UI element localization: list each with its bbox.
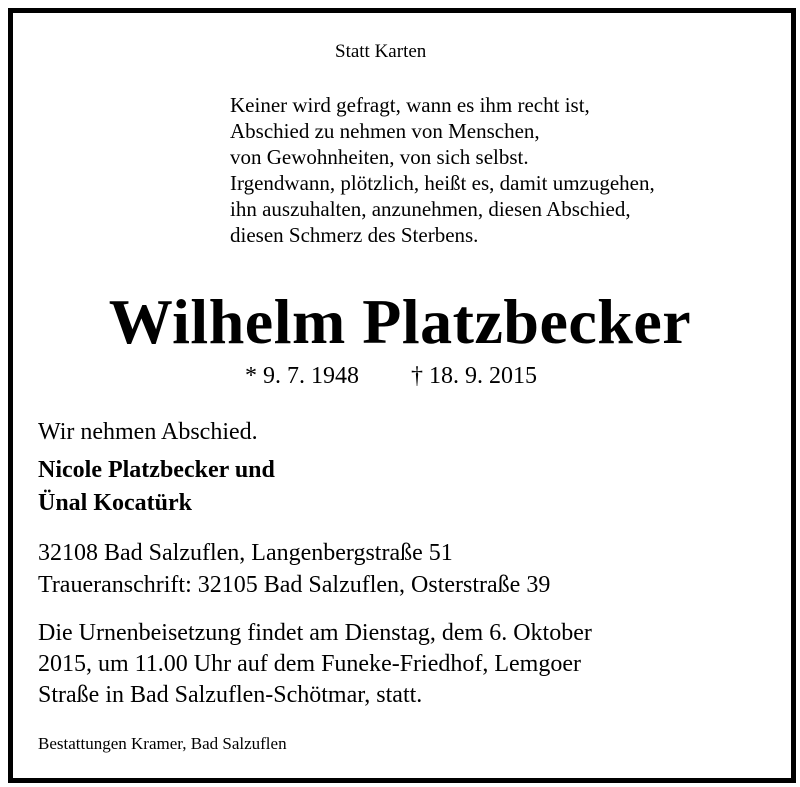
- poem-block: [230, 92, 655, 248]
- undertaker: Bestattungen Kramer, Bad Salzuflen: [38, 734, 287, 753]
- burial-line: 2015, um 11.00 Uhr auf dem Funeke-Friedhof, Lemgoer: [38, 651, 581, 677]
- mourning-address-line: Traueranschrift: 32105 Bad Salzuflen, Osterstraße 39: [38, 572, 551, 598]
- deceased-name: Wilhelm Platzbecker: [108, 286, 692, 357]
- mourner-line: Ünal Kocatürk: [38, 490, 193, 516]
- mourners-block: [38, 454, 275, 520]
- notice-header: Statt Karten: [335, 41, 427, 62]
- burial-line: Die Urnenbeisetzung findet am Dienstag, dem 6. Oktober: [38, 620, 592, 646]
- poem-line: von Gewohnheiten, von sich selbst.: [230, 145, 529, 169]
- poem-line: Irgendwann, plötzlich, heißt es, damit umzugehen,: [230, 171, 655, 195]
- birth-date: * 9. 7. 1948: [245, 363, 359, 389]
- poem-line: Keiner wird gefragt, wann es ihm recht ist,: [230, 93, 590, 117]
- death-date: † 18. 9. 2015: [411, 363, 537, 389]
- address-line: 32108 Bad Salzuflen, Langenbergstraße 51: [38, 540, 453, 566]
- burial-line: Straße in Bad Salzuflen-Schötmar, statt.: [38, 682, 423, 708]
- burial-info: [38, 618, 778, 711]
- address-block: [38, 537, 550, 601]
- poem-line: Abschied zu nehmen von Menschen,: [230, 119, 540, 143]
- poem-line: diesen Schmerz des Sterbens.: [230, 223, 479, 247]
- poem-line: ihn auszuhalten, anzunehmen, diesen Abschied,: [230, 197, 631, 221]
- farewell-intro: Wir nehmen Abschied.: [38, 419, 258, 445]
- mourner-line: Nicole Platzbecker und: [38, 457, 275, 483]
